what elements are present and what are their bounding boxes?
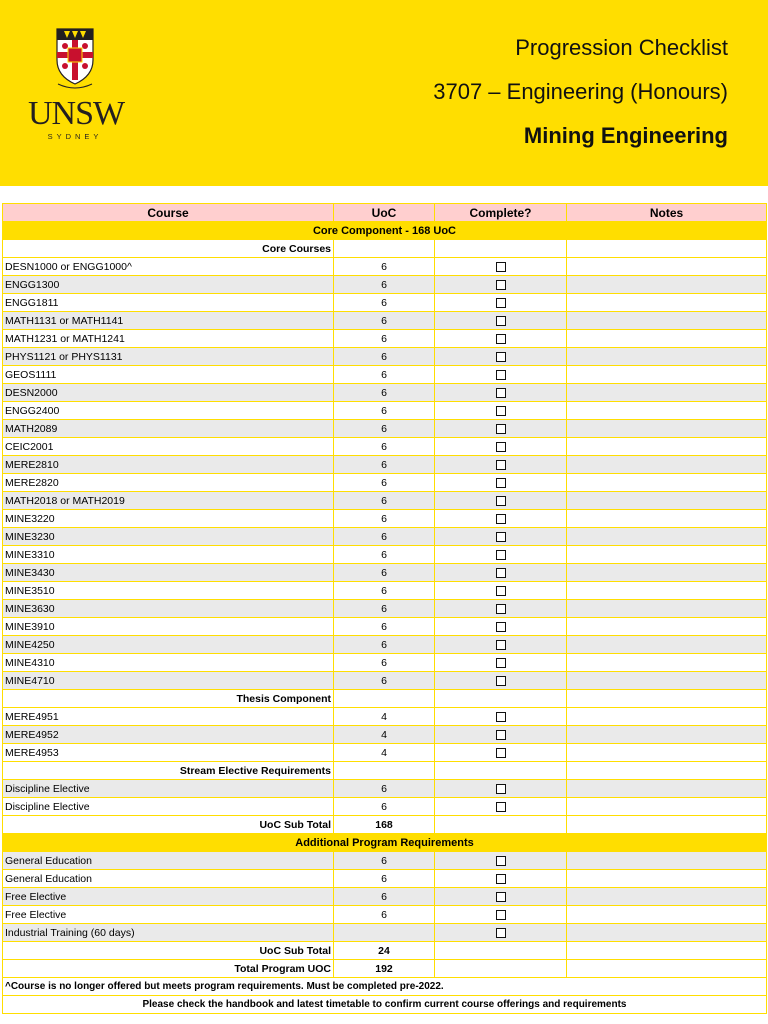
table-row (3, 708, 767, 726)
complete-cell (435, 438, 567, 456)
table-row (3, 546, 767, 564)
empty-cell (567, 816, 767, 834)
course-name: MATH1231 or MATH1241 (3, 330, 334, 348)
complete-cell (435, 654, 567, 672)
notes-cell[interactable] (567, 456, 767, 474)
empty-cell (435, 240, 567, 258)
table-row (3, 600, 767, 618)
complete-checkbox[interactable] (496, 892, 506, 902)
course-name: MINE3910 (3, 618, 334, 636)
uoc-value: 6 (334, 492, 435, 510)
complete-checkbox[interactable] (496, 586, 506, 596)
complete-checkbox[interactable] (496, 424, 506, 434)
table-row (3, 798, 767, 816)
complete-cell (435, 312, 567, 330)
complete-cell (435, 618, 567, 636)
title-block (433, 26, 728, 158)
complete-cell (435, 672, 567, 690)
program-title: 3707 – Engineering (Honours) (433, 79, 728, 104)
uoc-value: 6 (334, 798, 435, 816)
notes-cell[interactable] (567, 420, 767, 438)
course-name: DESN2000 (3, 384, 334, 402)
course-name: MINE3510 (3, 582, 334, 600)
uoc-value: 6 (334, 384, 435, 402)
course-name: Industrial Training (60 days) (3, 924, 334, 942)
complete-cell (435, 402, 567, 420)
table-row (3, 510, 767, 528)
notes-cell[interactable] (567, 384, 767, 402)
uoc-value: 6 (334, 888, 435, 906)
uoc-value: 6 (334, 564, 435, 582)
empty-cell (435, 960, 567, 978)
uoc-value: 6 (334, 330, 435, 348)
core-courses-subheading (3, 240, 767, 258)
complete-checkbox[interactable] (496, 316, 506, 326)
notes-cell[interactable] (567, 258, 767, 276)
complete-checkbox[interactable] (496, 622, 506, 632)
uoc-value: 6 (334, 780, 435, 798)
table-row (3, 636, 767, 654)
additional-subtotal-row (3, 942, 767, 960)
complete-cell (435, 906, 567, 924)
notes-cell[interactable] (567, 726, 767, 744)
course-name: MATH1131 or MATH1141 (3, 312, 334, 330)
table-row (3, 906, 767, 924)
table-row (3, 888, 767, 906)
notes-cell[interactable] (567, 744, 767, 762)
table-row (3, 276, 767, 294)
notes-cell[interactable] (567, 438, 767, 456)
uoc-value: 6 (334, 456, 435, 474)
complete-cell (435, 744, 567, 762)
complete-cell (435, 708, 567, 726)
major-title: Mining Engineering (523, 123, 728, 148)
notes-cell[interactable] (567, 906, 767, 924)
complete-checkbox[interactable] (496, 802, 506, 812)
table-row (3, 384, 767, 402)
uoc-value: 6 (334, 672, 435, 690)
table-row (3, 366, 767, 384)
complete-checkbox[interactable] (496, 352, 506, 362)
course-name: General Education (3, 852, 334, 870)
notes-cell[interactable] (567, 564, 767, 582)
complete-cell (435, 276, 567, 294)
empty-cell (334, 762, 435, 780)
table-row (3, 726, 767, 744)
table-row (3, 348, 767, 366)
table-row (3, 420, 767, 438)
course-name: Discipline Elective (3, 780, 334, 798)
notes-cell[interactable] (567, 276, 767, 294)
table-row (3, 312, 767, 330)
notes-cell[interactable] (567, 546, 767, 564)
checklist-table (2, 203, 767, 1014)
notes-cell[interactable] (567, 600, 767, 618)
course-name: MATH2089 (3, 420, 334, 438)
table-row (3, 528, 767, 546)
complete-checkbox[interactable] (496, 676, 506, 686)
table-row (3, 258, 767, 276)
empty-cell (567, 762, 767, 780)
table-row (3, 618, 767, 636)
page-title: Progression Checklist (515, 35, 728, 60)
complete-checkbox[interactable] (496, 856, 506, 866)
course-name: MERE2810 (3, 456, 334, 474)
empty-cell (567, 690, 767, 708)
complete-checkbox[interactable] (496, 748, 506, 758)
complete-checkbox[interactable] (496, 334, 506, 344)
course-name: DESN1000 or ENGG1000^ (3, 258, 334, 276)
complete-cell (435, 348, 567, 366)
course-name: MERE4952 (3, 726, 334, 744)
empty-cell (435, 762, 567, 780)
table-row (3, 330, 767, 348)
notes-cell[interactable] (567, 510, 767, 528)
course-name: MINE4710 (3, 672, 334, 690)
complete-cell (435, 510, 567, 528)
thesis-component-subheading-label: Thesis Component (3, 690, 334, 708)
empty-cell (435, 816, 567, 834)
notes-cell[interactable] (567, 672, 767, 690)
core-component-heading-label: Core Component - 168 UoC (3, 222, 767, 240)
empty-cell (567, 960, 767, 978)
table-row (3, 654, 767, 672)
uoc-value: 6 (334, 600, 435, 618)
footnote-text: ^Course is no longer offered but meets program requirements. Must be completed pre-2022. (3, 978, 767, 996)
core-courses-subheading-label: Core Courses (3, 240, 334, 258)
uoc-value: 6 (334, 258, 435, 276)
notes-cell[interactable] (567, 402, 767, 420)
notes-cell[interactable] (567, 366, 767, 384)
additional-subtotal-row-value: 24 (334, 942, 435, 960)
notes-cell[interactable] (567, 618, 767, 636)
complete-checkbox[interactable] (496, 496, 506, 506)
handbook-notice-text: Please check the handbook and latest timetable to confirm current course offerings and requirements (3, 996, 767, 1014)
complete-checkbox[interactable] (496, 928, 506, 938)
additional-requirements-heading (3, 834, 767, 852)
notes-cell[interactable] (567, 348, 767, 366)
table-row (3, 474, 767, 492)
complete-checkbox[interactable] (496, 550, 506, 560)
core-subtotal-row-value: 168 (334, 816, 435, 834)
table-row (3, 672, 767, 690)
course-name: PHYS1121 or PHYS1131 (3, 348, 334, 366)
course-name: GEOS1111 (3, 366, 334, 384)
complete-cell (435, 582, 567, 600)
footnote (3, 978, 767, 996)
complete-checkbox[interactable] (496, 262, 506, 272)
uoc-value (334, 924, 435, 942)
total-program-row-label: Total Program UOC (3, 960, 334, 978)
column-header-notes: Notes (567, 204, 767, 222)
uoc-value: 6 (334, 276, 435, 294)
course-name: MINE4310 (3, 654, 334, 672)
empty-cell (567, 942, 767, 960)
complete-checkbox[interactable] (496, 442, 506, 452)
complete-checkbox[interactable] (496, 730, 506, 740)
uoc-value: 6 (334, 636, 435, 654)
complete-checkbox[interactable] (496, 640, 506, 650)
uoc-value: 6 (334, 510, 435, 528)
uoc-value: 4 (334, 708, 435, 726)
course-name: ENGG2400 (3, 402, 334, 420)
complete-cell (435, 870, 567, 888)
complete-cell (435, 528, 567, 546)
course-name: MINE4250 (3, 636, 334, 654)
column-header-uoc: UoC (334, 204, 435, 222)
notes-cell[interactable] (567, 888, 767, 906)
core-subtotal-row-label: UoC Sub Total (3, 816, 334, 834)
notes-cell[interactable] (567, 852, 767, 870)
course-name: ENGG1811 (3, 294, 334, 312)
complete-checkbox[interactable] (496, 280, 506, 290)
complete-cell (435, 564, 567, 582)
complete-checkbox[interactable] (496, 298, 506, 308)
course-name: MINE3430 (3, 564, 334, 582)
uoc-value: 4 (334, 726, 435, 744)
course-name: Free Elective (3, 888, 334, 906)
course-name: MINE3630 (3, 600, 334, 618)
complete-checkbox[interactable] (496, 910, 506, 920)
stream-elective-subheading-label: Stream Elective Requirements (3, 762, 334, 780)
logo-wordmark: UNSW (28, 95, 125, 132)
table-row (3, 780, 767, 798)
course-name: Discipline Elective (3, 798, 334, 816)
uoc-value: 6 (334, 402, 435, 420)
complete-checkbox[interactable] (496, 406, 506, 416)
course-name: MERE4953 (3, 744, 334, 762)
table-row (3, 870, 767, 888)
complete-cell (435, 726, 567, 744)
notes-cell[interactable] (567, 474, 767, 492)
empty-cell (435, 942, 567, 960)
complete-cell (435, 366, 567, 384)
complete-checkbox[interactable] (496, 478, 506, 488)
complete-checkbox[interactable] (496, 712, 506, 722)
complete-checkbox[interactable] (496, 784, 506, 794)
complete-checkbox[interactable] (496, 388, 506, 398)
table-header-row (3, 204, 767, 222)
additional-subtotal-row-label: UoC Sub Total (3, 942, 334, 960)
notes-cell[interactable] (567, 582, 767, 600)
notes-cell[interactable] (567, 492, 767, 510)
column-header-complete: Complete? (435, 204, 567, 222)
notes-cell[interactable] (567, 708, 767, 726)
course-name: MINE3220 (3, 510, 334, 528)
table-row (3, 564, 767, 582)
complete-checkbox[interactable] (496, 514, 506, 524)
complete-cell (435, 384, 567, 402)
uoc-value: 6 (334, 654, 435, 672)
course-name: Free Elective (3, 906, 334, 924)
complete-cell (435, 852, 567, 870)
notes-cell[interactable] (567, 528, 767, 546)
course-name: MINE3310 (3, 546, 334, 564)
table-row (3, 456, 767, 474)
empty-cell (435, 690, 567, 708)
header-banner (0, 0, 768, 186)
complete-cell (435, 798, 567, 816)
handbook-notice (3, 996, 767, 1014)
uoc-value: 6 (334, 366, 435, 384)
uoc-value: 6 (334, 870, 435, 888)
complete-cell (435, 546, 567, 564)
core-component-heading (3, 222, 767, 240)
notes-cell[interactable] (567, 870, 767, 888)
complete-cell (435, 924, 567, 942)
table-row (3, 492, 767, 510)
complete-checkbox[interactable] (496, 874, 506, 884)
uoc-value: 6 (334, 528, 435, 546)
uoc-value: 6 (334, 438, 435, 456)
complete-cell (435, 294, 567, 312)
uoc-value: 6 (334, 582, 435, 600)
uoc-value: 6 (334, 474, 435, 492)
table-row (3, 924, 767, 942)
uoc-value: 6 (334, 852, 435, 870)
course-name: General Education (3, 870, 334, 888)
complete-cell (435, 420, 567, 438)
uoc-value: 6 (334, 906, 435, 924)
complete-checkbox[interactable] (496, 460, 506, 470)
notes-cell[interactable] (567, 798, 767, 816)
complete-cell (435, 258, 567, 276)
complete-checkbox[interactable] (496, 604, 506, 614)
notes-cell[interactable] (567, 636, 767, 654)
core-subtotal-row (3, 816, 767, 834)
complete-checkbox[interactable] (496, 532, 506, 542)
notes-cell[interactable] (567, 924, 767, 942)
notes-cell[interactable] (567, 780, 767, 798)
course-name: MATH2018 or MATH2019 (3, 492, 334, 510)
empty-cell (334, 240, 435, 258)
course-name: MINE3230 (3, 528, 334, 546)
complete-cell (435, 636, 567, 654)
complete-cell (435, 600, 567, 618)
additional-requirements-heading-label: Additional Program Requirements (3, 834, 767, 852)
course-name: MERE4951 (3, 708, 334, 726)
table-row (3, 438, 767, 456)
empty-cell (334, 690, 435, 708)
empty-cell (567, 240, 767, 258)
complete-cell (435, 492, 567, 510)
uoc-value: 6 (334, 546, 435, 564)
table-row (3, 402, 767, 420)
complete-checkbox[interactable] (496, 658, 506, 668)
complete-checkbox[interactable] (496, 370, 506, 380)
stream-elective-subheading (3, 762, 767, 780)
notes-cell[interactable] (567, 654, 767, 672)
uoc-value: 6 (334, 618, 435, 636)
course-name: MERE2820 (3, 474, 334, 492)
complete-cell (435, 474, 567, 492)
complete-cell (435, 330, 567, 348)
notes-cell[interactable] (567, 330, 767, 348)
complete-checkbox[interactable] (496, 568, 506, 578)
unsw-logo (28, 28, 125, 146)
thesis-component-subheading (3, 690, 767, 708)
unsw-crest-icon (56, 28, 94, 90)
uoc-value: 6 (334, 420, 435, 438)
uoc-value: 6 (334, 348, 435, 366)
total-program-row (3, 960, 767, 978)
notes-cell[interactable] (567, 312, 767, 330)
table-row (3, 744, 767, 762)
uoc-value: 6 (334, 312, 435, 330)
complete-cell (435, 888, 567, 906)
logo-subtitle: SYDNEY (47, 132, 103, 141)
complete-cell (435, 456, 567, 474)
course-name: CEIC2001 (3, 438, 334, 456)
total-program-row-value: 192 (334, 960, 435, 978)
course-name: ENGG1300 (3, 276, 334, 294)
uoc-value: 6 (334, 294, 435, 312)
table-row (3, 294, 767, 312)
complete-cell (435, 780, 567, 798)
uoc-value: 4 (334, 744, 435, 762)
table-row (3, 582, 767, 600)
table-row (3, 852, 767, 870)
notes-cell[interactable] (567, 294, 767, 312)
column-header-course: Course (3, 204, 334, 222)
